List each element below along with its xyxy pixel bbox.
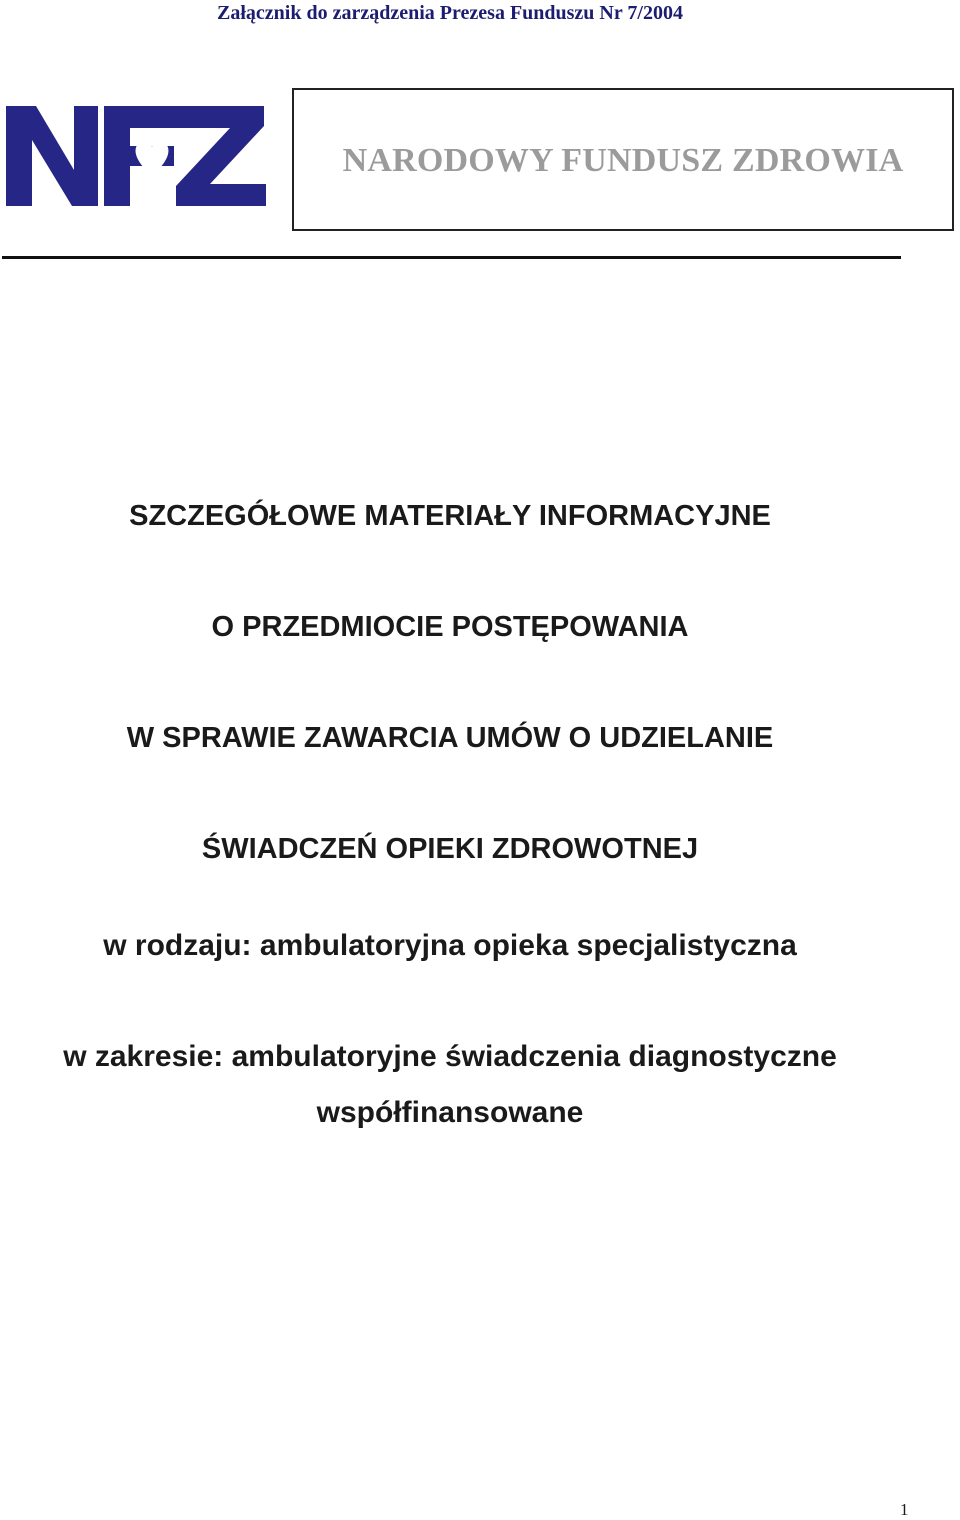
header-divider [2, 256, 901, 259]
service-scope-line-2: współfinansowane [316, 1096, 584, 1129]
heart-icon [136, 140, 169, 176]
title-line-3: W SPRAWIE ZAWARCIA UMÓW O UDZIELANIE [126, 722, 774, 754]
organization-name: NARODOWY FUNDUSZ ZDROWIA [342, 142, 904, 179]
organization-name-box [292, 88, 954, 231]
logo-letter-z [176, 106, 266, 206]
page-number: 1 [900, 1500, 909, 1519]
service-scope-line-1: w zakresie: ambulatoryjne świadczenia diagnostyczne [63, 1040, 837, 1073]
logo-letter-n [6, 106, 98, 206]
title-line-4: ŚWIADCZEŃ OPIEKI ZDROWOTNEJ [201, 833, 699, 865]
annex-header: Załącznik do zarządzenia Prezesa Funduszu Nr 7/2004 [217, 2, 683, 24]
title-line-2: O PRZEDMIOCIE POSTĘPOWANIA [211, 611, 689, 643]
title-line-1: SZCZEGÓŁOWE MATERIAŁY INFORMACYJNE [129, 500, 771, 532]
service-type-line: w rodzaju: ambulatoryjna opieka specjalistyczna [103, 929, 797, 962]
nfz-logo [6, 100, 268, 212]
